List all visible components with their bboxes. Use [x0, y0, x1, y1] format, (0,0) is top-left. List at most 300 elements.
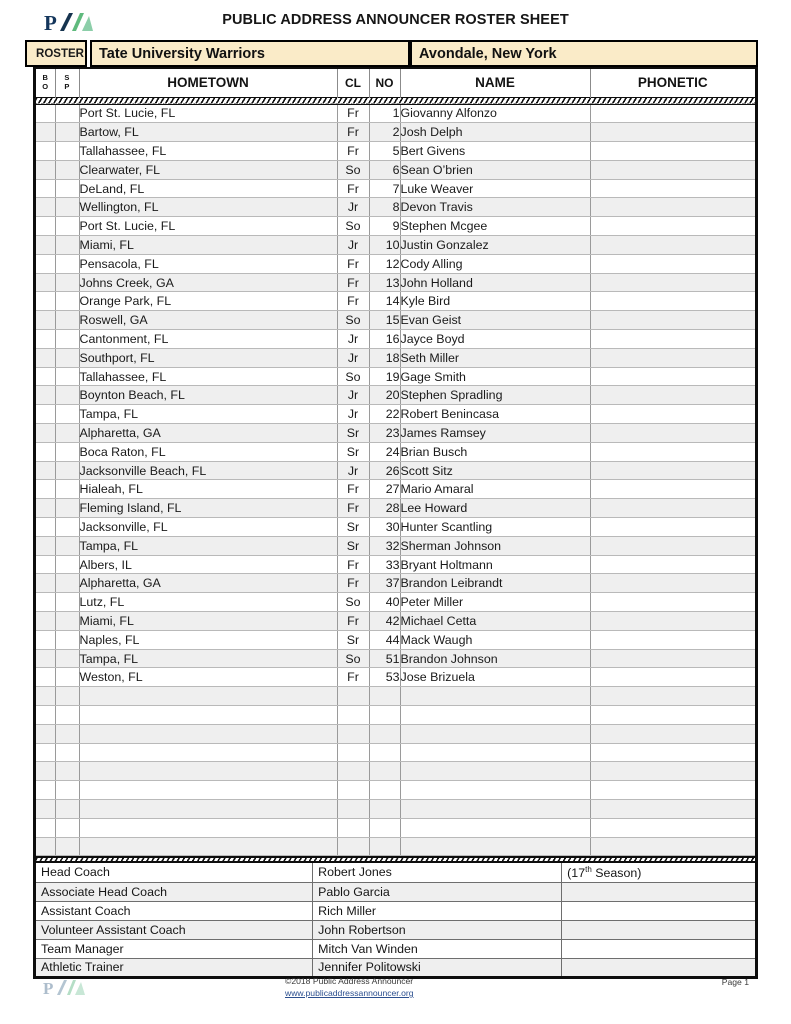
number-cell[interactable]: 27 [369, 480, 400, 499]
hometown-cell[interactable]: Lutz, FL [79, 593, 337, 612]
table-row[interactable] [36, 367, 755, 386]
sp-cell[interactable] [55, 536, 79, 555]
phonetic-cell[interactable] [590, 743, 755, 762]
table-row[interactable] [36, 292, 755, 311]
table-row[interactable] [36, 179, 755, 198]
hometown-cell[interactable]: Bartow, FL [79, 123, 337, 142]
phonetic-cell[interactable] [590, 198, 755, 217]
name-cell[interactable]: Brian Busch [400, 442, 590, 461]
table-row[interactable] [36, 254, 755, 273]
sp-cell[interactable] [55, 405, 79, 424]
table-row[interactable] [36, 160, 755, 179]
hometown-cell[interactable]: Jacksonville Beach, FL [79, 461, 337, 480]
name-cell[interactable] [400, 762, 590, 781]
bo-cell[interactable] [36, 499, 55, 518]
sp-cell[interactable] [55, 480, 79, 499]
name-cell[interactable] [400, 818, 590, 837]
phonetic-cell[interactable] [590, 142, 755, 161]
name-cell[interactable]: Jose Brizuela [400, 668, 590, 687]
name-cell[interactable] [400, 837, 590, 856]
bo-cell[interactable] [36, 424, 55, 443]
hometown-cell[interactable] [79, 837, 337, 856]
class-cell[interactable]: So [337, 311, 369, 330]
bo-cell[interactable] [36, 386, 55, 405]
hometown-cell[interactable]: Clearwater, FL [79, 160, 337, 179]
phonetic-cell[interactable] [590, 424, 755, 443]
number-cell[interactable]: 13 [369, 273, 400, 292]
bo-cell[interactable] [36, 480, 55, 499]
class-cell[interactable] [337, 724, 369, 743]
name-cell[interactable] [400, 724, 590, 743]
bo-cell[interactable] [36, 574, 55, 593]
hometown-cell[interactable] [79, 706, 337, 725]
number-cell[interactable]: 15 [369, 311, 400, 330]
sp-cell[interactable] [55, 593, 79, 612]
bo-cell[interactable] [36, 104, 55, 123]
phonetic-cell[interactable] [590, 724, 755, 743]
class-cell[interactable]: Fr [337, 254, 369, 273]
name-cell[interactable]: Sean O’brien [400, 160, 590, 179]
phonetic-cell[interactable] [590, 330, 755, 349]
table-row[interactable] [36, 837, 755, 856]
table-row[interactable] [36, 311, 755, 330]
phonetic-cell[interactable] [590, 123, 755, 142]
table-row[interactable] [36, 593, 755, 612]
hometown-cell[interactable]: Tallahassee, FL [79, 142, 337, 161]
class-cell[interactable]: So [337, 649, 369, 668]
hometown-cell[interactable] [79, 799, 337, 818]
class-cell[interactable]: Jr [337, 348, 369, 367]
bo-cell[interactable] [36, 292, 55, 311]
hometown-cell[interactable] [79, 687, 337, 706]
number-cell[interactable]: 33 [369, 555, 400, 574]
class-cell[interactable]: Sr [337, 424, 369, 443]
phonetic-cell[interactable] [590, 104, 755, 123]
bo-cell[interactable] [36, 593, 55, 612]
bo-cell[interactable] [36, 743, 55, 762]
footer-website-link[interactable]: www.publicaddressannouncer.org [285, 988, 414, 998]
staff-name-cell[interactable]: John Robertson [313, 920, 562, 939]
phonetic-cell[interactable] [590, 273, 755, 292]
number-cell[interactable]: 12 [369, 254, 400, 273]
staff-name-cell[interactable]: Rich Miller [313, 901, 562, 920]
class-cell[interactable]: Fr [337, 292, 369, 311]
bo-cell[interactable] [36, 706, 55, 725]
staff-note-cell[interactable] [562, 882, 757, 901]
bo-cell[interactable] [36, 160, 55, 179]
sp-cell[interactable] [55, 254, 79, 273]
number-cell[interactable]: 1 [369, 104, 400, 123]
bo-cell[interactable] [36, 198, 55, 217]
bo-cell[interactable] [36, 762, 55, 781]
number-cell[interactable]: 53 [369, 668, 400, 687]
sp-cell[interactable] [55, 160, 79, 179]
table-row[interactable] [36, 480, 755, 499]
bo-cell[interactable] [36, 367, 55, 386]
name-cell[interactable]: Cody Alling [400, 254, 590, 273]
bo-cell[interactable] [36, 818, 55, 837]
name-cell[interactable] [400, 781, 590, 800]
name-cell[interactable]: Brandon Leibrandt [400, 574, 590, 593]
bo-cell[interactable] [36, 273, 55, 292]
phonetic-cell[interactable] [590, 217, 755, 236]
sp-cell[interactable] [55, 348, 79, 367]
bo-cell[interactable] [36, 518, 55, 537]
number-cell[interactable]: 32 [369, 536, 400, 555]
hometown-cell[interactable]: Miami, FL [79, 236, 337, 255]
number-cell[interactable]: 6 [369, 160, 400, 179]
bo-cell[interactable] [36, 536, 55, 555]
table-row[interactable] [36, 442, 755, 461]
phonetic-cell[interactable] [590, 687, 755, 706]
phonetic-cell[interactable] [590, 179, 755, 198]
phonetic-cell[interactable] [590, 386, 755, 405]
hometown-cell[interactable]: Port St. Lucie, FL [79, 104, 337, 123]
class-cell[interactable]: Fr [337, 480, 369, 499]
name-cell[interactable]: Sherman Johnson [400, 536, 590, 555]
name-cell[interactable]: Michael Cetta [400, 612, 590, 631]
phonetic-cell[interactable] [590, 236, 755, 255]
table-row[interactable] [36, 236, 755, 255]
class-cell[interactable]: Fr [337, 668, 369, 687]
hometown-cell[interactable]: Boca Raton, FL [79, 442, 337, 461]
name-cell[interactable]: Lee Howard [400, 499, 590, 518]
staff-name-cell[interactable]: Mitch Van Winden [313, 939, 562, 958]
number-cell[interactable] [369, 799, 400, 818]
number-cell[interactable]: 16 [369, 330, 400, 349]
class-cell[interactable] [337, 818, 369, 837]
hometown-cell[interactable] [79, 724, 337, 743]
name-cell[interactable]: Mario Amaral [400, 480, 590, 499]
hometown-cell[interactable]: Orange Park, FL [79, 292, 337, 311]
hometown-cell[interactable]: Jacksonville, FL [79, 518, 337, 537]
phonetic-cell[interactable] [590, 630, 755, 649]
number-cell[interactable]: 10 [369, 236, 400, 255]
number-cell[interactable]: 2 [369, 123, 400, 142]
class-cell[interactable]: Fr [337, 499, 369, 518]
number-cell[interactable]: 24 [369, 442, 400, 461]
table-row[interactable] [36, 668, 755, 687]
staff-note-cell[interactable] [562, 863, 757, 882]
number-cell[interactable]: 40 [369, 593, 400, 612]
phonetic-cell[interactable] [590, 612, 755, 631]
table-row[interactable] [36, 198, 755, 217]
hometown-cell[interactable] [79, 781, 337, 800]
sp-cell[interactable] [55, 386, 79, 405]
name-cell[interactable]: Jayce Boyd [400, 330, 590, 349]
staff-name-cell[interactable]: Jennifer Politowski [313, 958, 562, 977]
name-cell[interactable]: Bryant Holtmann [400, 555, 590, 574]
hometown-cell[interactable]: Cantonment, FL [79, 330, 337, 349]
class-cell[interactable]: Jr [337, 236, 369, 255]
sp-cell[interactable] [55, 762, 79, 781]
sp-cell[interactable] [55, 217, 79, 236]
sp-cell[interactable] [55, 724, 79, 743]
bo-cell[interactable] [36, 442, 55, 461]
staff-note-cell[interactable] [562, 920, 757, 939]
number-cell[interactable]: 14 [369, 292, 400, 311]
staff-row[interactable] [35, 901, 757, 920]
hometown-cell[interactable]: Pensacola, FL [79, 254, 337, 273]
class-cell[interactable]: Sr [337, 536, 369, 555]
class-cell[interactable]: Jr [337, 386, 369, 405]
number-cell[interactable] [369, 687, 400, 706]
number-cell[interactable] [369, 724, 400, 743]
sp-cell[interactable] [55, 367, 79, 386]
class-cell[interactable]: Fr [337, 123, 369, 142]
phonetic-cell[interactable] [590, 649, 755, 668]
name-cell[interactable]: Justin Gonzalez [400, 236, 590, 255]
name-cell[interactable]: Evan Geist [400, 311, 590, 330]
class-cell[interactable]: So [337, 160, 369, 179]
phonetic-cell[interactable] [590, 461, 755, 480]
phonetic-cell[interactable] [590, 668, 755, 687]
name-cell[interactable]: Giovanny Alfonzo [400, 104, 590, 123]
location-field[interactable] [410, 40, 758, 67]
sp-cell[interactable] [55, 574, 79, 593]
sp-cell[interactable] [55, 555, 79, 574]
staff-note-cell[interactable] [562, 939, 757, 958]
table-row[interactable] [36, 386, 755, 405]
table-row[interactable] [36, 687, 755, 706]
sp-cell[interactable] [55, 179, 79, 198]
table-row[interactable] [36, 424, 755, 443]
number-cell[interactable]: 26 [369, 461, 400, 480]
number-cell[interactable]: 20 [369, 386, 400, 405]
sp-cell[interactable] [55, 687, 79, 706]
sp-cell[interactable] [55, 198, 79, 217]
sp-cell[interactable] [55, 743, 79, 762]
number-cell[interactable]: 7 [369, 179, 400, 198]
staff-row[interactable] [35, 920, 757, 939]
table-row[interactable] [36, 461, 755, 480]
phonetic-cell[interactable] [590, 292, 755, 311]
number-cell[interactable] [369, 743, 400, 762]
table-row[interactable] [36, 518, 755, 537]
table-row[interactable] [36, 781, 755, 800]
class-cell[interactable]: Fr [337, 104, 369, 123]
table-row[interactable] [36, 273, 755, 292]
table-row[interactable] [36, 555, 755, 574]
class-cell[interactable]: Fr [337, 612, 369, 631]
bo-cell[interactable] [36, 687, 55, 706]
phonetic-cell[interactable] [590, 442, 755, 461]
phonetic-cell[interactable] [590, 518, 755, 537]
hometown-cell[interactable]: Southport, FL [79, 348, 337, 367]
hometown-cell[interactable]: DeLand, FL [79, 179, 337, 198]
phonetic-cell[interactable] [590, 781, 755, 800]
phonetic-cell[interactable] [590, 536, 755, 555]
class-cell[interactable]: So [337, 593, 369, 612]
table-row[interactable] [36, 762, 755, 781]
bo-cell[interactable] [36, 123, 55, 142]
bo-cell[interactable] [36, 330, 55, 349]
hometown-cell[interactable]: Tampa, FL [79, 649, 337, 668]
sp-cell[interactable] [55, 630, 79, 649]
phonetic-cell[interactable] [590, 367, 755, 386]
class-cell[interactable]: So [337, 217, 369, 236]
class-cell[interactable] [337, 781, 369, 800]
bo-cell[interactable] [36, 724, 55, 743]
bo-cell[interactable] [36, 348, 55, 367]
name-cell[interactable]: Robert Benincasa [400, 405, 590, 424]
sp-cell[interactable] [55, 461, 79, 480]
name-cell[interactable] [400, 799, 590, 818]
class-cell[interactable]: Fr [337, 555, 369, 574]
hometown-cell[interactable]: Miami, FL [79, 612, 337, 631]
phonetic-cell[interactable] [590, 574, 755, 593]
bo-cell[interactable] [36, 461, 55, 480]
name-cell[interactable]: Peter Miller [400, 593, 590, 612]
table-row[interactable] [36, 499, 755, 518]
hometown-cell[interactable]: Wellington, FL [79, 198, 337, 217]
name-cell[interactable]: James Ramsey [400, 424, 590, 443]
sp-cell[interactable] [55, 442, 79, 461]
sp-cell[interactable] [55, 799, 79, 818]
class-cell[interactable]: Fr [337, 574, 369, 593]
sp-cell[interactable] [55, 518, 79, 537]
table-row[interactable] [36, 142, 755, 161]
sp-cell[interactable] [55, 649, 79, 668]
phonetic-cell[interactable] [590, 160, 755, 179]
bo-cell[interactable] [36, 799, 55, 818]
hometown-cell[interactable]: Tallahassee, FL [79, 367, 337, 386]
class-cell[interactable]: Fr [337, 273, 369, 292]
class-cell[interactable] [337, 799, 369, 818]
class-cell[interactable]: Fr [337, 142, 369, 161]
class-cell[interactable]: Jr [337, 330, 369, 349]
bo-cell[interactable] [36, 837, 55, 856]
table-row[interactable] [36, 799, 755, 818]
class-cell[interactable]: Sr [337, 630, 369, 649]
bo-cell[interactable] [36, 555, 55, 574]
number-cell[interactable]: 5 [369, 142, 400, 161]
hometown-cell[interactable]: Port St. Lucie, FL [79, 217, 337, 236]
name-cell[interactable]: Hunter Scantling [400, 518, 590, 537]
name-cell[interactable]: Gage Smith [400, 367, 590, 386]
phonetic-cell[interactable] [590, 405, 755, 424]
number-cell[interactable] [369, 818, 400, 837]
bo-cell[interactable] [36, 649, 55, 668]
phonetic-cell[interactable] [590, 593, 755, 612]
name-cell[interactable]: Josh Delph [400, 123, 590, 142]
name-cell[interactable]: Bert Givens [400, 142, 590, 161]
phonetic-cell[interactable] [590, 706, 755, 725]
staff-name-cell[interactable]: Robert Jones [313, 863, 562, 882]
name-cell[interactable] [400, 743, 590, 762]
bo-cell[interactable] [36, 254, 55, 273]
table-row[interactable] [36, 123, 755, 142]
phonetic-cell[interactable] [590, 480, 755, 499]
number-cell[interactable] [369, 781, 400, 800]
bo-cell[interactable] [36, 612, 55, 631]
name-cell[interactable]: Stephen Spradling [400, 386, 590, 405]
name-cell[interactable]: Brandon Johnson [400, 649, 590, 668]
bo-cell[interactable] [36, 142, 55, 161]
bo-cell[interactable] [36, 311, 55, 330]
phonetic-cell[interactable] [590, 254, 755, 273]
number-cell[interactable] [369, 762, 400, 781]
team-name-field[interactable] [90, 40, 410, 67]
hometown-cell[interactable]: Alpharetta, GA [79, 574, 337, 593]
name-cell[interactable]: John Holland [400, 273, 590, 292]
name-cell[interactable]: Mack Waugh [400, 630, 590, 649]
number-cell[interactable]: 23 [369, 424, 400, 443]
name-cell[interactable]: Kyle Bird [400, 292, 590, 311]
phonetic-cell[interactable] [590, 499, 755, 518]
name-cell[interactable]: Seth Miller [400, 348, 590, 367]
table-row[interactable] [36, 649, 755, 668]
hometown-cell[interactable] [79, 818, 337, 837]
table-row[interactable] [36, 574, 755, 593]
sp-cell[interactable] [55, 837, 79, 856]
hometown-cell[interactable]: Boynton Beach, FL [79, 386, 337, 405]
number-cell[interactable]: 18 [369, 348, 400, 367]
class-cell[interactable] [337, 706, 369, 725]
sp-cell[interactable] [55, 499, 79, 518]
staff-name-cell[interactable]: Pablo Garcia [313, 882, 562, 901]
sp-cell[interactable] [55, 330, 79, 349]
bo-cell[interactable] [36, 179, 55, 198]
table-row[interactable] [36, 630, 755, 649]
phonetic-cell[interactable] [590, 818, 755, 837]
number-cell[interactable]: 30 [369, 518, 400, 537]
number-cell[interactable]: 22 [369, 405, 400, 424]
class-cell[interactable]: Sr [337, 442, 369, 461]
sp-cell[interactable] [55, 123, 79, 142]
staff-note-cell[interactable] [562, 901, 757, 920]
class-cell[interactable]: Sr [337, 518, 369, 537]
staff-row[interactable] [35, 882, 757, 901]
class-cell[interactable] [337, 743, 369, 762]
phonetic-cell[interactable] [590, 311, 755, 330]
class-cell[interactable]: Fr [337, 179, 369, 198]
name-cell[interactable]: Luke Weaver [400, 179, 590, 198]
name-cell[interactable]: Stephen Mcgee [400, 217, 590, 236]
bo-cell[interactable] [36, 781, 55, 800]
number-cell[interactable]: 9 [369, 217, 400, 236]
hometown-cell[interactable]: Naples, FL [79, 630, 337, 649]
hometown-cell[interactable] [79, 762, 337, 781]
hometown-cell[interactable]: Roswell, GA [79, 311, 337, 330]
table-row[interactable] [36, 330, 755, 349]
number-cell[interactable] [369, 837, 400, 856]
bo-cell[interactable] [36, 217, 55, 236]
hometown-cell[interactable] [79, 743, 337, 762]
sp-cell[interactable] [55, 292, 79, 311]
table-row[interactable] [36, 104, 755, 123]
name-cell[interactable]: Scott Sitz [400, 461, 590, 480]
sp-cell[interactable] [55, 612, 79, 631]
class-cell[interactable] [337, 837, 369, 856]
hometown-cell[interactable]: Tampa, FL [79, 405, 337, 424]
class-cell[interactable]: Jr [337, 461, 369, 480]
sp-cell[interactable] [55, 104, 79, 123]
phonetic-cell[interactable] [590, 799, 755, 818]
sp-cell[interactable] [55, 668, 79, 687]
sp-cell[interactable] [55, 311, 79, 330]
staff-row[interactable] [35, 863, 757, 882]
table-row[interactable] [36, 348, 755, 367]
number-cell[interactable]: 51 [369, 649, 400, 668]
table-row[interactable] [36, 536, 755, 555]
number-cell[interactable]: 19 [369, 367, 400, 386]
table-row[interactable] [36, 217, 755, 236]
number-cell[interactable]: 44 [369, 630, 400, 649]
hometown-cell[interactable]: Albers, IL [79, 555, 337, 574]
class-cell[interactable]: So [337, 367, 369, 386]
number-cell[interactable]: 42 [369, 612, 400, 631]
